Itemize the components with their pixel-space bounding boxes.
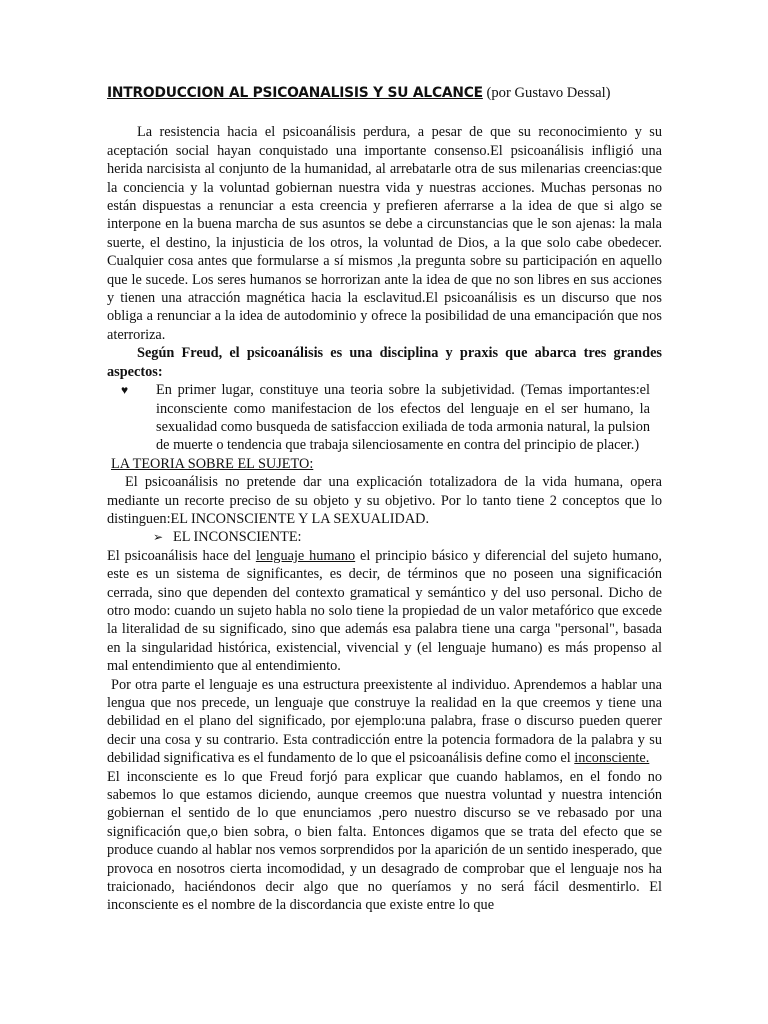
heart-bullet-icon: ♥ xyxy=(121,383,129,398)
section-heading: LA TEORIA SOBRE EL SUJETO: xyxy=(111,455,314,472)
paragraph-language xyxy=(107,547,662,676)
paragraph-unconscious: El inconsciente es lo que Freud forjó para explicar que cuando hablamos, en el fondo no sabemos lo que estamos diciendo, aunque creemos que nuestra voluntad y nuestra intención gobiernan el sentido de lo que enunciamos ,pero nuestro discurso se ve rebasado por una significación que,o bien sobra, o bien falta. Entonces digamos que se trata del efecto que se produce cuando al hablar nos vemos sorprendidos por la aparición de un sentido inesperado, que provoca en nosotros cierta incomodidad, y un desagrado de comprobar que el lenguaje nos ha traicionado, haciéndonos decir algo que no queríamos y no será fácil desmentirlo. El inconsciente es el nombre de la discordancia que existe entre lo que xyxy=(107,768,662,914)
underlined-term-language: lenguaje humano xyxy=(255,547,356,564)
document-title: INTRODUCCION AL PSICOANALISIS Y SU ALCANCE xyxy=(107,85,483,101)
paragraph-theory: El psicoanálisis no pretende dar una explicación totalizadora de la vida humana, opera mediante un recorte preciso de su objeto y su objetivo. Por lo tanto tiene 2 conceptos que lo distinguen:EL INCONSCIENTE Y LA SEXUALIDAD. xyxy=(107,474,662,527)
arrow-item-text: EL INCONSCIENTE: xyxy=(173,529,302,546)
paragraph-language-start: El psicoanálisis hace del xyxy=(107,547,256,564)
paragraph-structure-text: Por otra parte el lenguaje es una estructura preexistente al individuo. Aprendemos a hablar una lengua que nos precede, un lenguaje que construye la realidad en la que creemos y tiene una debilidad en el plano del significado, por ejemplo:una palabra, frase o discurso pueden querer decir una cosa y su contrario. Esta contradicción entre la potencia formadora de la palabra y su debilidad significativa es el fundamento de lo que el psicoanálisis define como el xyxy=(107,676,662,767)
paragraph-intro: La resistencia hacia el psicoanálisis perdura, a pesar de que su reconocimiento y su aceptación social hayan conquistado una importante consenso.El psicoanálisis infligió una herida narcisista al conjunto de la humanidad, al arrebatarle otra de sus milenarias creencias:que la conciencia y la voluntad gobiernan nuestra vida y nuestras acciones. Muchas personas no están dispuestas a renunciar a esta creencia y prefieren aferrarse a la idea de que si algo se interpone en la buena marcha de sus asuntos se debe a circunstancias que le son ajenas: la mala suerte, el destino, la injusticia de los otros, la voluntad de Dios, a la que solo cabe obedecer. Cualquier cosa antes que formularse a sí mismos ,la pregunta sobre su participación en aquello que le sucede. Los seres humanos se horrorizan ante la idea de que no son libres en sus acciones y tienen una atracción magnética hacia la esclavitud.El psicoanálisis es un discurso que nos obliga a renunciar a la idea de autodominio y ofrece la posibilidad de una emancipación que nos aterroriza. xyxy=(107,124,662,343)
bullet-item-text: En primer lugar, constituye una teoria sobre la subjetividad. (Temas importantes:el inconsciente como manifestacion de los efectos del lenguaje en el ser humano, la sexualidad como busqueda de satisfaccion exiliada de toda armonia natural, la pulsion de muerte o tendencia que trabaja silenciosamente en contra del principio de placer.) xyxy=(156,382,650,454)
bullet-item xyxy=(121,381,662,455)
paragraph-structure xyxy=(107,676,662,768)
arrow-bullet-icon: ➢ xyxy=(153,530,164,545)
title-line xyxy=(107,84,662,102)
underlined-term-unconscious: inconsciente. xyxy=(574,750,650,767)
arrow-item xyxy=(153,528,662,546)
document-author: (por Gustavo Dessal) xyxy=(486,85,611,101)
document-page xyxy=(107,84,662,915)
paragraph-language-rest: el principio básico y diferencial del sujeto humano, este es un sistema de significantes, es decir, de términos que no poseen una significación cerrada, sino que dependen del contexto gramatical y semántico y del uso personal. Dicho de otro modo: cuando un sujeto habla no solo tiene la propiedad de un valor metafórico que excede la literalidad de su significado, sino que además esa palabra tiene una carga "personal", basada en la singularidad histórica, existencial, vivencial y (el lenguaje humano) es más propenso al mal entendimiento que al entendimiento. xyxy=(107,547,662,675)
paragraph-freud-aspects: Según Freud, el psicoanálisis es una disciplina y praxis que abarca tres grandes aspectos: xyxy=(107,345,662,380)
